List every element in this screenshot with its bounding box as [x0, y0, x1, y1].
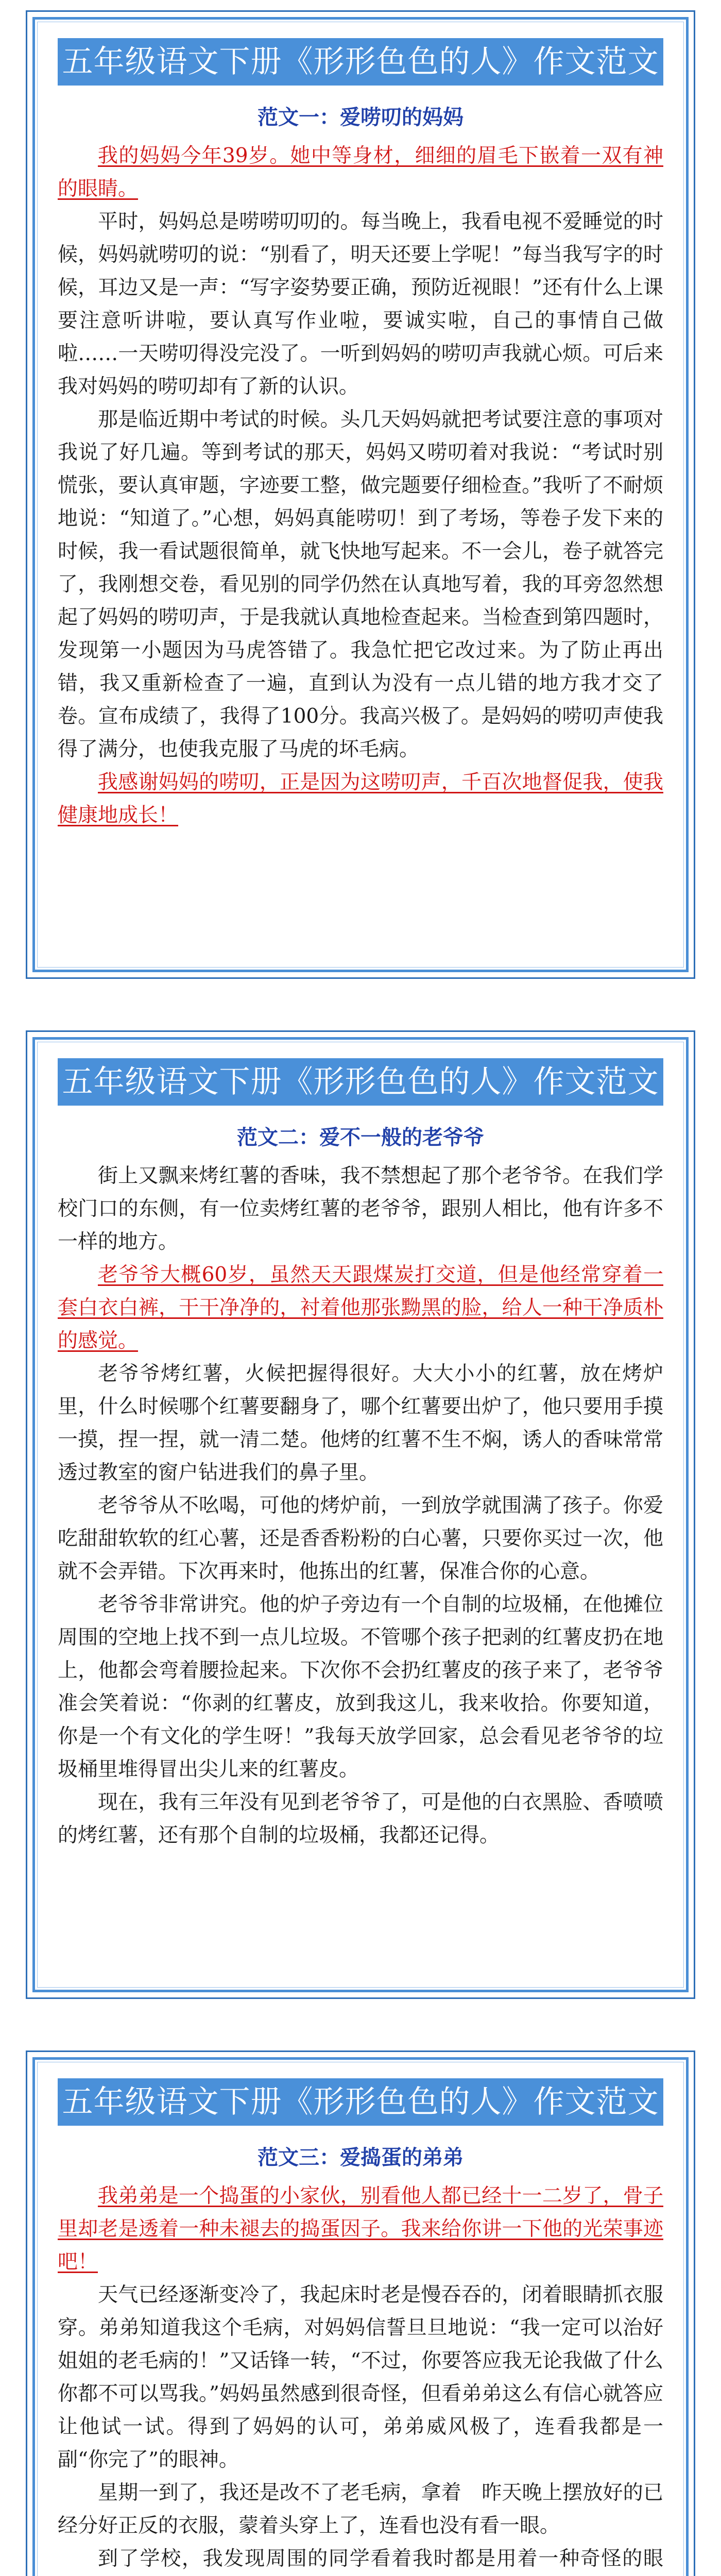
essay-title: 五年级语文下册《形形色色的人》作文范文	[58, 38, 663, 86]
essay-card-1	[26, 10, 695, 979]
essay-paragraph: 老爷爷非常讲究。他的炉子旁边有一个自制的垃圾桶，在他摊位周围的空地上找不到一点儿垃圾。不管哪个孩子把剥的红薯皮扔在地上，他都会弯着腰捡起来。下次你不会扔红薯皮的孩子来了，老爷爷准会笑着说：“你剥的红薯皮，放到我这儿，我来收拾。你要知道，你是一个有文化的学生呀！”我每天放学回家，总会看见老爷爷的垃圾桶里堆得冒出尖儿来的红薯皮。	[58, 1593, 663, 1781]
essay-paragraph: 星期一到了，我还是改不了老毛病，拿着 昨天晚上摆放好的已经分好正反的衣服，蒙着头穿上了，连看也没有看一眼。	[58, 2481, 663, 2537]
essay-card-2-inner	[32, 1037, 689, 1992]
essay-paragraph: 街上又飘来烤红薯的香味，我不禁想起了那个老爷爷。在我们学校门口的东侧，有一位卖烤红薯的老爷爷，跟别人相比，他有许多不一样的地方。	[58, 1164, 663, 1253]
essay-paragraph: 那是临近期中考试的时候。头几天妈妈就把考试要注意的事项对我说了好几遍。等到考试的那天，妈妈又唠叨着对我说：“考试时别慌张，要认真审题，字迹要工整，做完题要仔细检查。”我听了不耐烦地说：“知道了。”心想，妈妈真能唠叨！到了考场，等卷子发下来的时候，我一看试题很简单，就飞快地写起来。不一会儿，卷子就答完了，我刚想交卷，看见别的同学仍然在认真地写着，我的耳旁忽然想起了妈妈的唠叨声，于是我就认真地检查起来。当检查到第四题时，发现第一小题因为马虎答错了。我急忙把它改过来。为了防止再出错，我又重新检查了一遍，直到认为没有一点儿错的地方我才交了卷。宣布成绩了，我得了100分。我高兴极了。是妈妈的唠叨声使我得了满分，也使我克服了马虎的坏毛病。	[58, 408, 663, 761]
essay-paragraph: 老爷爷从不吆喝，可他的烤炉前，一到放学就围满了孩子。你爱吃甜甜软软的红心薯，还是香香粉粉的白心薯，只要你买过一次，他就不会弄错。下次再来时，他拣出的红薯，保准合你的心意。	[58, 1494, 663, 1583]
essay-paragraph-highlight: 我弟弟是一个捣蛋的小家伙，别看他人都已经十一二岁了，骨子里却老是透着一种未褪去的捣蛋因子。我来给你讲一下他的光荣事迹吧！	[58, 2184, 663, 2274]
essay-card-3	[26, 2050, 695, 2576]
essay-card-1-inner	[32, 17, 689, 972]
essay-subtitle: 范文一：爱唠叨的妈妈	[258, 106, 464, 129]
essay-paragraph-highlight: 老爷爷大概60岁，虽然天天跟煤炭打交道，但是他经常穿着一套白衣白裤，干干净净的，衬着他那张黝黑的脸，给人一种干净质朴的感觉。	[58, 1263, 663, 1352]
essay-title: 五年级语文下册《形形色色的人》作文范文	[58, 1058, 663, 1106]
essay-subtitle: 范文三：爱捣蛋的弟弟	[258, 2146, 464, 2170]
essay-paragraph-highlight: 我感谢妈妈的唠叨，正是因为这唠叨声，千百次地督促我，使我健康地成长！	[58, 771, 663, 827]
essay-card-2	[26, 1030, 695, 1999]
essay-paragraph: 到了学校，我发现周围的同学看着我时都是用着一种奇怪的眼	[98, 2547, 663, 2570]
essay-title: 五年级语文下册《形形色色的人》作文范文	[58, 2078, 663, 2126]
essay-card-3-inner	[32, 2057, 689, 2576]
essay-paragraph: 老爷爷烤红薯，火候把握得很好。大大小小的红薯，放在烤炉里，什么时候哪个红薯要翻身了，哪个红薯要出炉了，他只要用手摸一摸，捏一捏，就一清二楚。他烤的红薯不生不焖，诱人的香味常常透过教室的窗户钻进我们的鼻子里。	[58, 1362, 663, 1484]
essay-paragraph: 天气已经逐渐变冷了，我起床时老是慢吞吞的，闭着眼睛抓衣服穿。弟弟知道我这个毛病，对妈妈信誓旦旦地说：“我一定可以治好姐姐的老毛病的！”又话锋一转，“不过，你要答应我无论我做了什么你都不可以骂我。”妈妈虽然感到很奇怪，但看弟弟这么有信心就答应让他试一试。得到了妈妈的认可，弟弟威风极了，连看我都是一副“你完了”的眼神。	[58, 2283, 663, 2471]
essay-paragraph: 现在，我有三年没有见到老爷爷了，可是他的白衣黑脸、香喷喷的烤红薯，还有那个自制的垃圾桶，我都还记得。	[58, 1791, 663, 1847]
essay-subtitle: 范文二：爱不一般的老爷爷	[237, 1126, 484, 1149]
essay-paragraph: 平时，妈妈总是唠唠叨叨的。每当晚上，我看电视不爱睡觉的时候，妈妈就唠叨的说：“别看了，明天还要上学呢！”每当我写字的时候，耳边又是一声：“写字姿势要正确，预防近视眼！”还有什么上课要注意听讲啦，要认真写作业啦，要诚实啦，自己的事情自己做啦……一天唠叨得没完没了。一听到妈妈的唠叨声我就心烦。可后来我对妈妈的唠叨却有了新的认识。	[58, 210, 663, 398]
essay-paragraph-highlight: 我的妈妈今年39岁。她中等身材，细细的眉毛下嵌着一双有神的眼睛。	[58, 144, 663, 200]
